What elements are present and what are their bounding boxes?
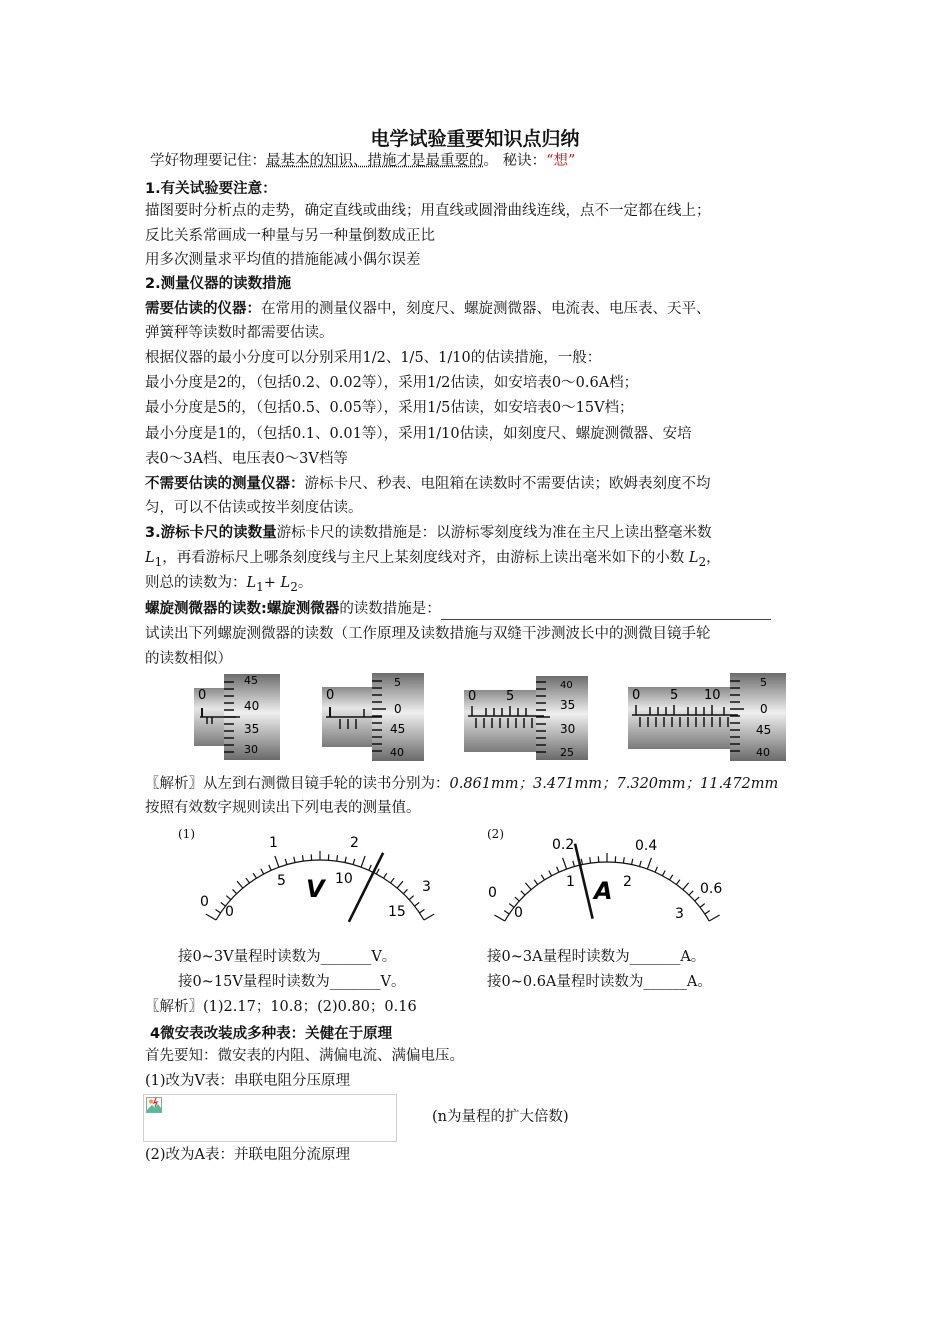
scale-tick <box>397 881 403 888</box>
scale-tick <box>345 857 346 863</box>
broken-image-icon <box>146 1097 162 1113</box>
scale-tick <box>337 855 338 861</box>
scale-tick <box>709 915 719 921</box>
section-4-line: (2)改为A表：并联电阻分流原理 <box>145 1147 351 1163</box>
svg-text:45: 45 <box>756 723 772 737</box>
scale-tick <box>647 858 651 869</box>
meter-1-question: 接0~15V量程时读数为_______V。 <box>178 974 406 990</box>
section-1-line: 描图要时分析点的走势，确定直线或曲线；用直线或圆滑曲线连线，点不一定都在线上； <box>145 203 711 219</box>
analysis-2: 〖解析〗(1)2.17；10.8；(2)0.80；0.16 <box>145 999 417 1015</box>
section-4-line: (1)改为V表：串联电阻分压原理 <box>145 1073 351 1089</box>
meter-2-number: (2) <box>487 827 504 841</box>
micrometer-4 <box>628 673 786 761</box>
meters-intro: 按照有效数字规则读出下列电表的测量值。 <box>145 800 421 816</box>
main-scale-label: 0 <box>198 688 207 703</box>
scale-tick <box>253 873 256 878</box>
scale-tick <box>361 856 365 867</box>
section-3-line <box>145 522 712 544</box>
voltmeter-symbol: V <box>306 875 325 903</box>
section-2-need-line-2: 弹簧秤等读数时都需要估读。 <box>145 325 334 341</box>
screw-line: 螺旋测微器的读数:螺旋测微器的读数措施是： <box>145 598 771 620</box>
scale-tick <box>494 915 504 921</box>
scale-tick <box>549 871 552 876</box>
scale-tick <box>391 878 395 883</box>
svg-text:30: 30 <box>560 722 576 736</box>
svg-text:45: 45 <box>390 722 406 736</box>
scale-tick <box>403 889 407 893</box>
scale-tick <box>521 891 525 895</box>
scale-label-upper: 3 <box>422 879 431 895</box>
noneed-label: 不需要估读的测量仪器： <box>145 476 305 492</box>
scale-tick <box>216 910 221 913</box>
section-1-line: 用多次测量求平均值的措施能减小偶尔误差 <box>145 252 421 268</box>
scale-label-upper: 1 <box>269 835 278 851</box>
section-2-line: 最小分度是5的，（包括0.5、0.05等），采用1/5估读，如安培表0～15V档； <box>145 400 634 416</box>
scale-tick <box>695 897 699 901</box>
section-2-noneed-line <box>145 473 711 495</box>
scale-tick <box>573 861 575 867</box>
svg-text:5: 5 <box>506 689 515 704</box>
scale-tick <box>700 904 705 908</box>
scale-tick <box>515 897 519 901</box>
meter-1-number: (1) <box>178 827 195 841</box>
ammeter-dial <box>485 830 735 930</box>
voltmeter-dial <box>195 830 445 930</box>
svg-text:0.6: 0.6 <box>700 881 723 897</box>
scale-tick <box>590 857 591 863</box>
svg-text:40: 40 <box>560 680 573 691</box>
svg-text:25: 25 <box>560 746 574 759</box>
section-2-line: 最小分度是1的，（包括0.1、0.01等），采用1/10估读，如刻度尺、螺旋测微器、安培 <box>145 426 692 442</box>
scale-tick <box>662 871 665 876</box>
screw-try-line: 试读出下列螺旋测微器的读数（工作原理及读数措施与双缝干涉测波长中的测微目镜手轮 <box>145 626 711 642</box>
scale-label-lower: 15 <box>388 904 406 920</box>
scale-label-upper: 2 <box>350 835 359 851</box>
formula-note: (n为量程的扩大倍数) <box>432 1109 569 1125</box>
scale-tick <box>226 896 230 900</box>
section-4-heading: 4微安表改装成多种表：关健在于原理 <box>150 1026 393 1042</box>
scale-tick <box>409 896 413 900</box>
ammeter-symbol: A <box>594 877 613 905</box>
svg-text:0: 0 <box>468 689 477 704</box>
micrometer-3 <box>464 676 588 760</box>
scale-label-lower: 10 <box>335 871 353 887</box>
section-1-heading: 1.有关试验要注意： <box>145 181 277 197</box>
scale-tick <box>640 861 642 867</box>
scale-tick <box>504 911 509 914</box>
section-2-line: 根据仪器的最小分度可以分别采用1/2、1/5、1/10的估读措施，一般： <box>145 350 602 366</box>
scale-tick <box>623 857 624 863</box>
scale-tick <box>683 883 689 890</box>
ammeter-needle <box>575 844 593 919</box>
scale-tick <box>206 914 216 920</box>
section-4-line: 首先要知：微安表的内阻、满偏电流、满偏电压。 <box>145 1048 464 1064</box>
scale-tick <box>676 880 680 885</box>
scale-tick <box>419 910 424 913</box>
scale-label-lower: 5 <box>277 873 286 889</box>
need-text: 在常用的测量仪器中，刻度尺、螺旋测微器、电流表、电压表、天平、 <box>261 301 711 317</box>
scale-label-lower: 0 <box>225 904 234 920</box>
svg-text:10: 10 <box>704 688 721 703</box>
section-3-total: 则总的读数为：$L_1+ L_2$。 <box>145 575 313 594</box>
svg-text:5: 5 <box>670 688 679 703</box>
drum-label: 30 <box>244 743 258 756</box>
scale-tick <box>237 881 243 888</box>
section-2-heading: 2.测量仪器的读数措施 <box>145 276 292 292</box>
scale-tick <box>525 883 531 890</box>
intro-line <box>150 150 575 172</box>
section-1-line: 反比关系常画成一种量与另一种量倒数成正比 <box>145 228 435 244</box>
intro-underlined: 最基本的知识、措施才是最重要的 <box>266 153 484 169</box>
scale-tick <box>705 911 710 914</box>
svg-text:0.4: 0.4 <box>635 838 658 854</box>
noneed-text: 游标卡尺、秒表、电阻箱在读数时不需要估读；欧姆表刻度不均 <box>304 476 711 492</box>
section-3-line-2: $L_1$，再看游标尺上哪条刻度线与主尺上某刻度线对齐，由游标上读出毫米如下的小数 $L_2$， <box>145 550 721 569</box>
meter-1-question: 接0~3V量程时读数为_______V。 <box>178 949 397 965</box>
svg-text:40: 40 <box>390 746 404 759</box>
scale-tick <box>563 858 567 869</box>
scale-tick <box>294 857 295 863</box>
scale-tick <box>353 859 355 865</box>
scale-tick <box>541 875 544 880</box>
meter-2-question: 接0~3A量程时读数为_______A。 <box>487 949 706 965</box>
scale-tick <box>689 891 693 895</box>
scale-tick <box>632 859 633 865</box>
section-2-line: 表0～3A档、电压表0～3V档等 <box>145 451 348 467</box>
section-2-noneed-line-2: 匀，可以不估读或按半刻度估读。 <box>145 500 363 516</box>
drum-label: 45 <box>244 674 258 687</box>
scale-tick <box>302 855 303 861</box>
screw-try-line-2: 的读数相似） <box>145 651 232 667</box>
scale-tick <box>275 856 279 867</box>
formula-image-placeholder <box>143 1094 397 1142</box>
scale-tick <box>415 902 420 906</box>
svg-text:0: 0 <box>488 885 497 901</box>
answer-blank <box>441 604 771 620</box>
svg-text:35: 35 <box>560 698 576 712</box>
section-3-text: 游标卡尺的读数措施是：以游标零刻度线为准在主尺上读出整毫米数 <box>276 525 712 541</box>
svg-text:0: 0 <box>632 688 641 703</box>
analysis-1: 〖解析〗从左到右测微目镜手轮的读书分别为：0.861mm；3.471mm；7.320mm；11.472mm <box>145 776 779 792</box>
svg-text:2: 2 <box>623 874 632 890</box>
scale-tick <box>534 880 538 885</box>
scale-tick <box>424 914 434 920</box>
svg-text:5: 5 <box>394 676 401 689</box>
scale-tick <box>232 889 236 893</box>
section-2-line: 最小分度是2的，（包括0.2、0.02等），采用1/2估读，如安培表0～0.6A档； <box>145 375 639 391</box>
svg-text:0: 0 <box>514 905 523 921</box>
svg-text:0: 0 <box>326 688 335 703</box>
scale-tick <box>581 859 582 865</box>
micrometer-2 <box>322 673 424 761</box>
scale-tick <box>557 867 559 872</box>
scale-tick <box>384 873 387 878</box>
need-label: 需要估读的仪器： <box>145 301 261 317</box>
scale-label-upper: 0 <box>200 894 209 910</box>
scale-tick <box>285 859 287 865</box>
scale-tick <box>655 867 657 872</box>
svg-text:3: 3 <box>675 906 684 922</box>
drum-label: 40 <box>244 699 260 713</box>
scale-tick <box>369 865 371 870</box>
scale-tick <box>269 865 271 870</box>
svg-text:0: 0 <box>760 702 768 716</box>
svg-text:0.2: 0.2 <box>552 837 575 853</box>
page-title: 电学试验重要知识点归纳 <box>370 128 580 150</box>
intro-prefix: 学好物理要记住： <box>150 153 266 169</box>
svg-text:40: 40 <box>756 746 770 759</box>
drum-label: 35 <box>244 722 260 736</box>
intro-secret: “想” <box>546 153 576 169</box>
scale-tick <box>670 875 673 880</box>
meter-2-question: 接0~0.6A量程时读数为______A。 <box>487 974 712 990</box>
svg-text:0: 0 <box>394 702 402 716</box>
section-3-label: 3.游标卡尺的读数量 <box>145 525 277 541</box>
scale-tick <box>261 869 264 874</box>
scale-tick <box>376 869 379 874</box>
micrometer-1 <box>194 674 280 760</box>
section-2-need-line <box>145 298 711 320</box>
svg-text:5: 5 <box>760 676 767 689</box>
svg-text:1: 1 <box>566 874 575 890</box>
scale-tick <box>246 878 250 883</box>
intro-mid: 。 秘诀： <box>483 153 547 169</box>
